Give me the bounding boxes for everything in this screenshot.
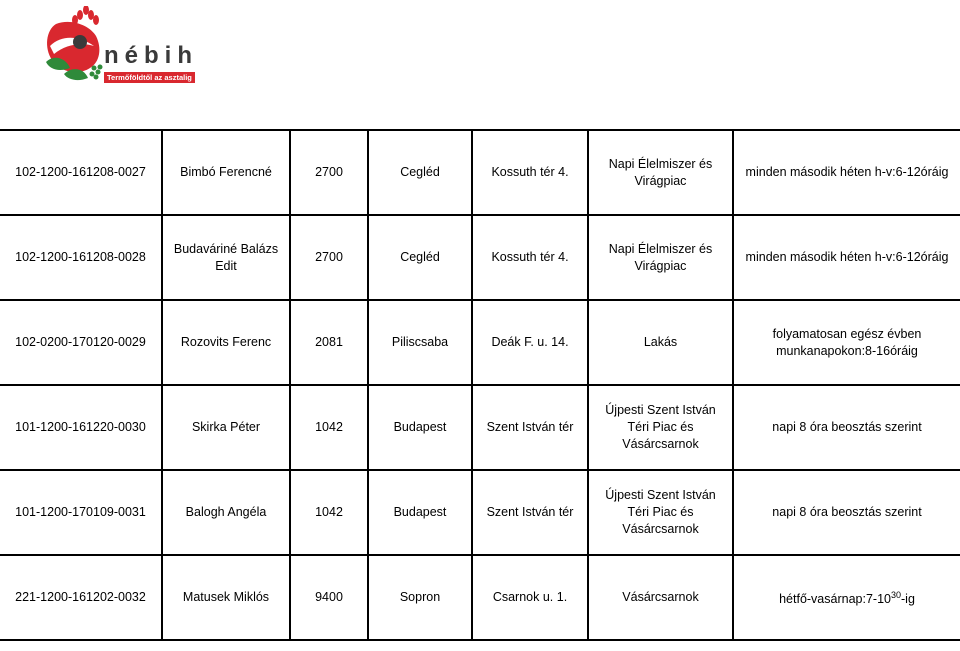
inspector-table xyxy=(0,129,960,641)
inspector-name-text: Matusek Miklós xyxy=(182,590,270,604)
cell-inspector-name xyxy=(162,130,290,215)
nebih-logo xyxy=(44,6,202,86)
cell-inspector-name xyxy=(162,555,290,640)
registration-number-text: 102-1200-161208-0027 xyxy=(15,165,146,179)
cell-registration-number xyxy=(0,555,162,640)
working-hours-text: minden második héten h-v:6-12óráig xyxy=(745,165,949,179)
cell-working-hours xyxy=(733,470,960,555)
inspector-name-text: Budaváriné Balázs Edit xyxy=(173,241,279,273)
city-text: Sopron xyxy=(399,590,441,604)
cell-inspection-place xyxy=(588,470,733,555)
inspector-table-body xyxy=(0,130,960,640)
inspection-place-text: Napi Élelmiszer és Virágpiac xyxy=(608,241,713,273)
cell-city xyxy=(368,215,472,300)
postal-code-text: 1042 xyxy=(315,420,343,434)
logo-tagline: Termőföldtől az asztalig xyxy=(104,72,195,83)
postal-code-text: 2700 xyxy=(315,165,343,179)
cell-postal-code xyxy=(290,385,368,470)
inspector-name-text: Skirka Péter xyxy=(191,420,261,434)
cell-inspector-name xyxy=(162,385,290,470)
registration-number-text: 221-1200-161202-0032 xyxy=(15,590,146,604)
cell-inspection-place xyxy=(588,385,733,470)
city-text: Cegléd xyxy=(400,165,440,179)
city-text: Cegléd xyxy=(400,250,440,264)
hours-suffix: -ig xyxy=(901,592,915,607)
page-header xyxy=(709,5,938,47)
city-text: Budapest xyxy=(393,505,447,519)
address-text: Szent István tér xyxy=(486,420,574,434)
inspection-place-text: Napi Élelmiszer és Virágpiac xyxy=(608,156,713,188)
inspection-place-text: Vásárcsarnok xyxy=(622,590,699,604)
inspection-place-text: Lakás xyxy=(643,335,678,349)
inspection-place-text: Újpesti Szent István Téri Piac és Vásárcsarnok xyxy=(605,403,716,451)
table-row xyxy=(0,470,960,555)
registration-number-text: 102-1200-161208-0028 xyxy=(15,250,146,264)
table-row xyxy=(0,385,960,470)
cell-inspector-name xyxy=(162,470,290,555)
address-text: Szent István tér xyxy=(486,505,574,519)
page-title: Nyilvántartott gombaszakellenőrök xyxy=(708,7,938,24)
working-hours-text: folyamatosan egész évben munkanapokon:8-16óráig xyxy=(772,326,922,358)
inspector-name-text: Bimbó Ferencné xyxy=(180,165,272,179)
cell-registration-number xyxy=(0,300,162,385)
page-subtitle: 2012. szeptember xyxy=(817,28,938,45)
table-row xyxy=(0,215,960,300)
cell-postal-code xyxy=(290,215,368,300)
cell-city xyxy=(368,130,472,215)
cell-city xyxy=(368,300,472,385)
cell-postal-code xyxy=(290,300,368,385)
cell-working-hours xyxy=(733,555,960,640)
cell-registration-number xyxy=(0,130,162,215)
cell-inspection-place xyxy=(588,555,733,640)
cell-city xyxy=(368,470,472,555)
cell-working-hours xyxy=(733,130,960,215)
postal-code-text: 1042 xyxy=(315,505,343,519)
working-hours-text: napi 8 óra beosztás szerint xyxy=(772,505,922,519)
address-text: Kossuth tér 4. xyxy=(491,250,569,264)
postal-code-text: 2700 xyxy=(315,250,343,264)
cell-address xyxy=(472,130,588,215)
table-row xyxy=(0,555,960,640)
cell-address xyxy=(472,215,588,300)
cell-registration-number xyxy=(0,215,162,300)
inspector-name-text: Rozovits Ferenc xyxy=(180,335,272,349)
postal-code-text: 9400 xyxy=(315,590,343,604)
hours-superscript: 30 xyxy=(890,589,901,600)
cell-inspector-name xyxy=(162,215,290,300)
cell-postal-code xyxy=(290,130,368,215)
cell-working-hours xyxy=(733,300,960,385)
postal-code-text: 2081 xyxy=(315,335,343,349)
cell-city xyxy=(368,385,472,470)
cell-address xyxy=(472,555,588,640)
cell-postal-code xyxy=(290,470,368,555)
working-hours-text: minden második héten h-v:6-12óráig xyxy=(745,250,949,264)
cell-registration-number xyxy=(0,385,162,470)
inspector-name-text: Balogh Angéla xyxy=(185,505,267,519)
cell-working-hours xyxy=(733,385,960,470)
registration-number-text: 102-0200-170120-0029 xyxy=(15,335,146,349)
address-text: Kossuth tér 4. xyxy=(491,165,569,179)
address-text: Csarnok u. 1. xyxy=(492,590,568,604)
address-text: Deák F. u. 14. xyxy=(491,335,569,349)
cell-registration-number xyxy=(0,470,162,555)
cell-city xyxy=(368,555,472,640)
cell-address xyxy=(472,300,588,385)
city-text: Budapest xyxy=(393,420,447,434)
working-hours-text: hétfő-vasárnap:7-10 xyxy=(779,592,891,607)
cell-postal-code xyxy=(290,555,368,640)
table-row xyxy=(0,300,960,385)
cell-working-hours xyxy=(733,215,960,300)
logo-wordmark: nébih xyxy=(104,42,198,69)
cell-inspection-place xyxy=(588,130,733,215)
cell-inspection-place xyxy=(588,300,733,385)
cell-inspector-name xyxy=(162,300,290,385)
inspection-place-text: Újpesti Szent István Téri Piac és Vásárcsarnok xyxy=(605,488,716,536)
registration-number-text: 101-1200-170109-0031 xyxy=(15,505,146,519)
table-row xyxy=(0,130,960,215)
cell-inspection-place xyxy=(588,215,733,300)
cell-address xyxy=(472,470,588,555)
registration-number-text: 101-1200-161220-0030 xyxy=(15,420,146,434)
cell-address xyxy=(472,385,588,470)
working-hours-text: napi 8 óra beosztás szerint xyxy=(772,420,922,434)
city-text: Piliscsaba xyxy=(391,335,449,349)
